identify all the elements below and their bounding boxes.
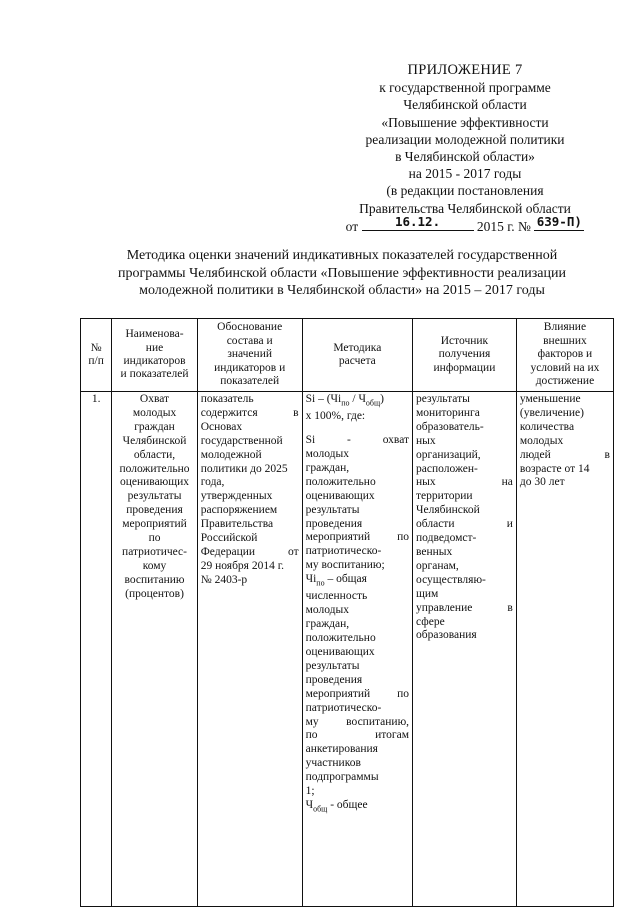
- date-blank: [362, 213, 474, 231]
- cell-method: Si – $(Чi_{по} / Ч_{общ})$ х 100%, где: Si - охват молодых граждан, положительно оценивающих результаты проведения мероприятий по патриотическо- му воспитанию; $Чi_{по}$ – общая численность молодых граждан, положительно оценивающих результаты проведения мероприятий по патриотическо- му воспитанию, по итогам анкетирования участников подпрограммы 1; $Ч_{общ}$ - общее: [302, 392, 412, 907]
- method-formula: Si – $(Чi_{по} / Ч_{общ})$: [305, 393, 384, 408]
- appendix-line: (в редакции постановления: [386, 183, 544, 199]
- header-influence: Влияние внешних факторов и условий на их достижение: [516, 319, 613, 392]
- cell-number: 1.: [81, 392, 112, 907]
- handwritten-number: 639-П): [536, 213, 582, 229]
- header-method: Методика расчета: [302, 319, 412, 392]
- header-basis: Обоснование состава и значений индикаторов и показателей: [197, 319, 302, 392]
- date-prefix: от: [345, 218, 359, 234]
- appendix-line: Челябинской области: [403, 97, 527, 113]
- table-header-row: [81, 319, 614, 392]
- header-number: № п/п: [81, 319, 112, 392]
- document-title: [92, 247, 592, 300]
- title-line: Методика оценки значений индикативных показателей государственной: [126, 248, 558, 263]
- table-row: [81, 392, 614, 907]
- appendix-heading: ПРИЛОЖЕНИЕ 7: [407, 62, 523, 78]
- method-ch-def: $Чi_{по}$ – общая: [305, 573, 367, 588]
- cell-name: Охват молодых граждан Челябинской области, положительно оценивающих результаты проведения мероприятий по патриотичес- кому воспитанию (процентов): [112, 392, 197, 907]
- title-line: молодежной политики в Челябинской области» на 2015 – 2017 годы: [139, 283, 545, 298]
- appendix-header: [330, 62, 600, 235]
- appendix-line: реализации молодежной политики: [365, 131, 565, 147]
- title-line: программы Челябинской области «Повышение эффективности реализации: [118, 265, 566, 281]
- indicators-table: [80, 318, 614, 907]
- cell-source: результаты мониторинга образователь- ных организаций, расположен- ных на территории Челябинской области и подведомст- венных органам, осуществляю- щим управление в сфере образования: [413, 392, 517, 907]
- appendix-line: в Челябинской области»: [395, 149, 535, 165]
- appendix-line: Правительства Челябинской области: [359, 200, 571, 216]
- appendix-line: на 2015 - 2017 годы: [408, 166, 522, 182]
- appendix-line: «Повышение эффективности: [381, 114, 549, 130]
- method-total-def: $Ч_{общ}$ - общее: [305, 798, 368, 814]
- handwritten-date: 16.12.: [394, 213, 441, 229]
- header-name: Наименова- ние индикаторов и показателей: [112, 319, 197, 392]
- header-source: Источник получения информации: [413, 319, 517, 392]
- resolution-date-line: [330, 213, 600, 235]
- appendix-line: к государственной программе: [379, 80, 551, 96]
- number-blank: [534, 213, 584, 231]
- cell-influence: уменьшение (увеличение) количества молодых людей в возрасте от 14 до 30 лет: [516, 392, 613, 907]
- cell-basis: показатель содержится в Основах государственной молодежной политики до 2025 года, утвержденных распоряжением Правительства Российской Федерации от 29 ноября 2014 г. № 2403-р: [197, 392, 302, 907]
- date-year: 2015 г. №: [476, 218, 531, 234]
